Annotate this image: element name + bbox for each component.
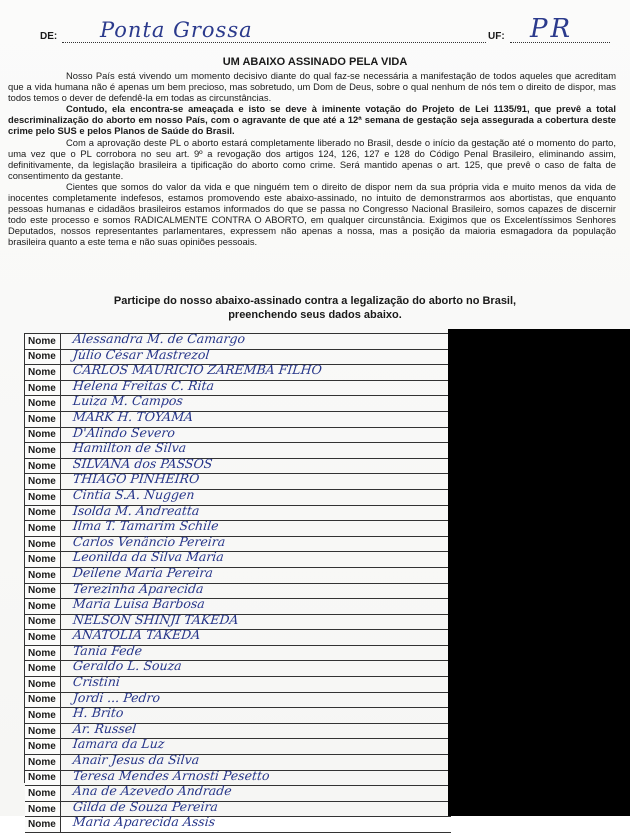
signature-value: Maria Aparecida Assis: [72, 814, 216, 830]
row-label: Nome: [25, 615, 61, 630]
signature-value: CARLOS MAURICIO ZAREMBA FILHO: [72, 362, 323, 378]
signature-value: ANATOLIA TAKEDA: [72, 627, 202, 643]
signature-value: MARK H. TOYAMA: [72, 408, 194, 424]
row-label: Nome: [25, 428, 61, 443]
signature-value: Isolda M. Andreatta: [72, 502, 201, 518]
row-label: Nome: [25, 708, 61, 723]
signature-value: Hamilton de Silva: [72, 440, 188, 456]
signature-value: Carlos Venâncio Pereira: [72, 533, 227, 549]
row-label: Nome: [25, 396, 61, 411]
row-label: Nome: [25, 381, 61, 396]
row-label: Nome: [25, 661, 61, 676]
row-label: Nome: [25, 802, 61, 817]
signature-value: THIAGO PINHEIRO: [72, 471, 201, 487]
row-label: Nome: [25, 630, 61, 645]
row-label: Nome: [25, 537, 61, 552]
signature-value: Alessandra M. de Camargo: [72, 331, 246, 346]
row-label: Nome: [25, 568, 61, 583]
city-value: Ponta Grossa: [100, 18, 253, 42]
row-label: Nome: [25, 786, 61, 801]
signature-value: Tania Fede: [72, 642, 143, 658]
row-label: Nome: [25, 724, 61, 739]
call-line-2: preenchendo seus dados abaixo.: [228, 309, 402, 321]
signature-value: Deilene Maria Pereira: [72, 564, 214, 580]
signature-value: D'Alindo Severo: [72, 424, 176, 440]
row-label: Nome: [25, 817, 61, 832]
row-label: Nome: [25, 459, 61, 474]
signature-value: Maria Luisa Barbosa: [72, 596, 206, 612]
row-label: Nome: [25, 739, 61, 754]
paragraph-2: Contudo, ela encontra-se ameaçada e isto se deve à iminente votação do Projeto de Lei 1135/91, que prevê a total descriminalização do aborto em nosso País, com o agravante de que até a 12ª semana de gestação seja assegurada a cobertura deste crime pelo SUS e pelos Planos de Saúde do Brasil.: [8, 103, 616, 137]
signature-value: Geraldo L. Souza: [72, 658, 183, 674]
row-label: Nome: [25, 412, 61, 427]
paragraph-3: Com a aprovação deste PL o aborto estará completamente liberado no Brasil, desde o início da gestação até o momento do parto, uma vez que o PL corrobora no seu art. 9º a revogação dos artigos 124, 126, 127 e 128 do Código Penal Brasileiro, eliminando assim, definitivamente, da legislação brasileira a tipificação do aborto como crime. Será mantido apenas o art. 125, que prevê o caso de falta de consentimento da gestante.: [8, 136, 616, 181]
row-label: Nome: [25, 506, 61, 521]
signature-value: Júlio César Mastrezol: [72, 346, 211, 362]
call-line-1: Participe do nosso abaixo-assinado contra a legalização do aborto no Brasil,: [113, 295, 517, 307]
signature-value: Jordi ... Pedro: [72, 689, 161, 705]
row-label: Nome: [25, 646, 61, 661]
city-line: [62, 42, 486, 43]
paragraph-4: Cientes que somos do valor da vida e que ninguém tem o direito de dispor nem da sua própria vida e muito menos da vida de inocentes completamente indefesos, estamos promovendo este abaixo-assinado, no intuito de demonstrarmos aos abortistas, que enquanto pessoas humanas e cidadãos brasileiros estamos informados do que se passa no Congresso Nacional Brasileiro, somos capazes de discernir todo este processo e somos RADICALMENTE CONTRA O ABORTO, em qualquer circunstância. Exigimos que os Excelentíssimos Senhores Deputados, nossos representantes parlamentares, expressem não apenas a nossa, mas a posição da maioria esmagadora da população brasileira quanto a este tema e não suas opiniões pessoais.: [8, 180, 616, 248]
row-label: Nome: [25, 474, 61, 489]
signature-value: Ar. Russel: [72, 720, 138, 736]
redaction-block: [448, 329, 630, 816]
row-label: Nome: [25, 693, 61, 708]
signature-value: Leonilda da Silva Maria: [72, 549, 225, 565]
signature-value: Helena Freitas C. Rita: [72, 377, 215, 393]
row-label: Nome: [25, 552, 61, 567]
signature-value: Anair Jesus da Silva: [72, 752, 201, 768]
row-label: Nome: [25, 443, 61, 458]
row-label: Nome: [25, 771, 61, 786]
signature-value: Gilda de Souza Pereira: [72, 798, 219, 814]
signature-value: Iamara da Luz: [72, 736, 166, 752]
row-label: Nome: [25, 521, 61, 536]
petition-title: UM ABAIXO ASSINADO PELA VIDA: [222, 56, 408, 68]
row-label: Nome: [25, 755, 61, 770]
uf-label: UF:: [488, 31, 505, 42]
signature-value: Cintia S.A. Nuggen: [72, 486, 196, 502]
signature-value: NELSON SHINJI TAKEDA: [72, 611, 240, 627]
signature-table: [24, 331, 451, 831]
signature-value: Ilma T. Tamarim Schile: [72, 518, 220, 534]
row-label: Nome: [25, 677, 61, 692]
signature-value: Ana de Azevedo Andrade: [72, 783, 233, 799]
row-label: Nome: [25, 350, 61, 365]
signature-value: SILVANA dos PASSOS: [72, 455, 214, 471]
signature-value: Teresa Mendes Arnosti Pesetto: [72, 767, 271, 783]
paragraph-1: Nosso País está vivendo um momento decisivo diante do qual faz-se necessária a manifestação de todos aqueles que acreditam que a vida humana não é apenas um bem precioso, mas sobretudo, um Dom de Deus, sobre o qual nenhum de nós tem o direito de dispor, mas todos temos o dever de defendê-la em todas as circunstâncias.: [8, 70, 616, 104]
location-header: [40, 14, 610, 44]
petition-body: [8, 70, 616, 248]
uf-value: PR: [530, 14, 574, 44]
signature-value: H. Brito: [72, 705, 125, 721]
city-label: DE:: [40, 31, 58, 42]
row-label: Nome: [25, 584, 61, 599]
signature-value: Terezinha Aparecida: [72, 580, 205, 596]
row-label: Nome: [25, 334, 61, 349]
row-label: Nome: [25, 490, 61, 505]
call-to-action: [40, 294, 590, 322]
signature-value: Cristini: [72, 674, 121, 690]
row-label: Nome: [25, 599, 61, 614]
signature-value: Luiza M. Campos: [72, 393, 184, 409]
row-label: Nome: [25, 365, 61, 380]
table-row: [25, 814, 451, 833]
